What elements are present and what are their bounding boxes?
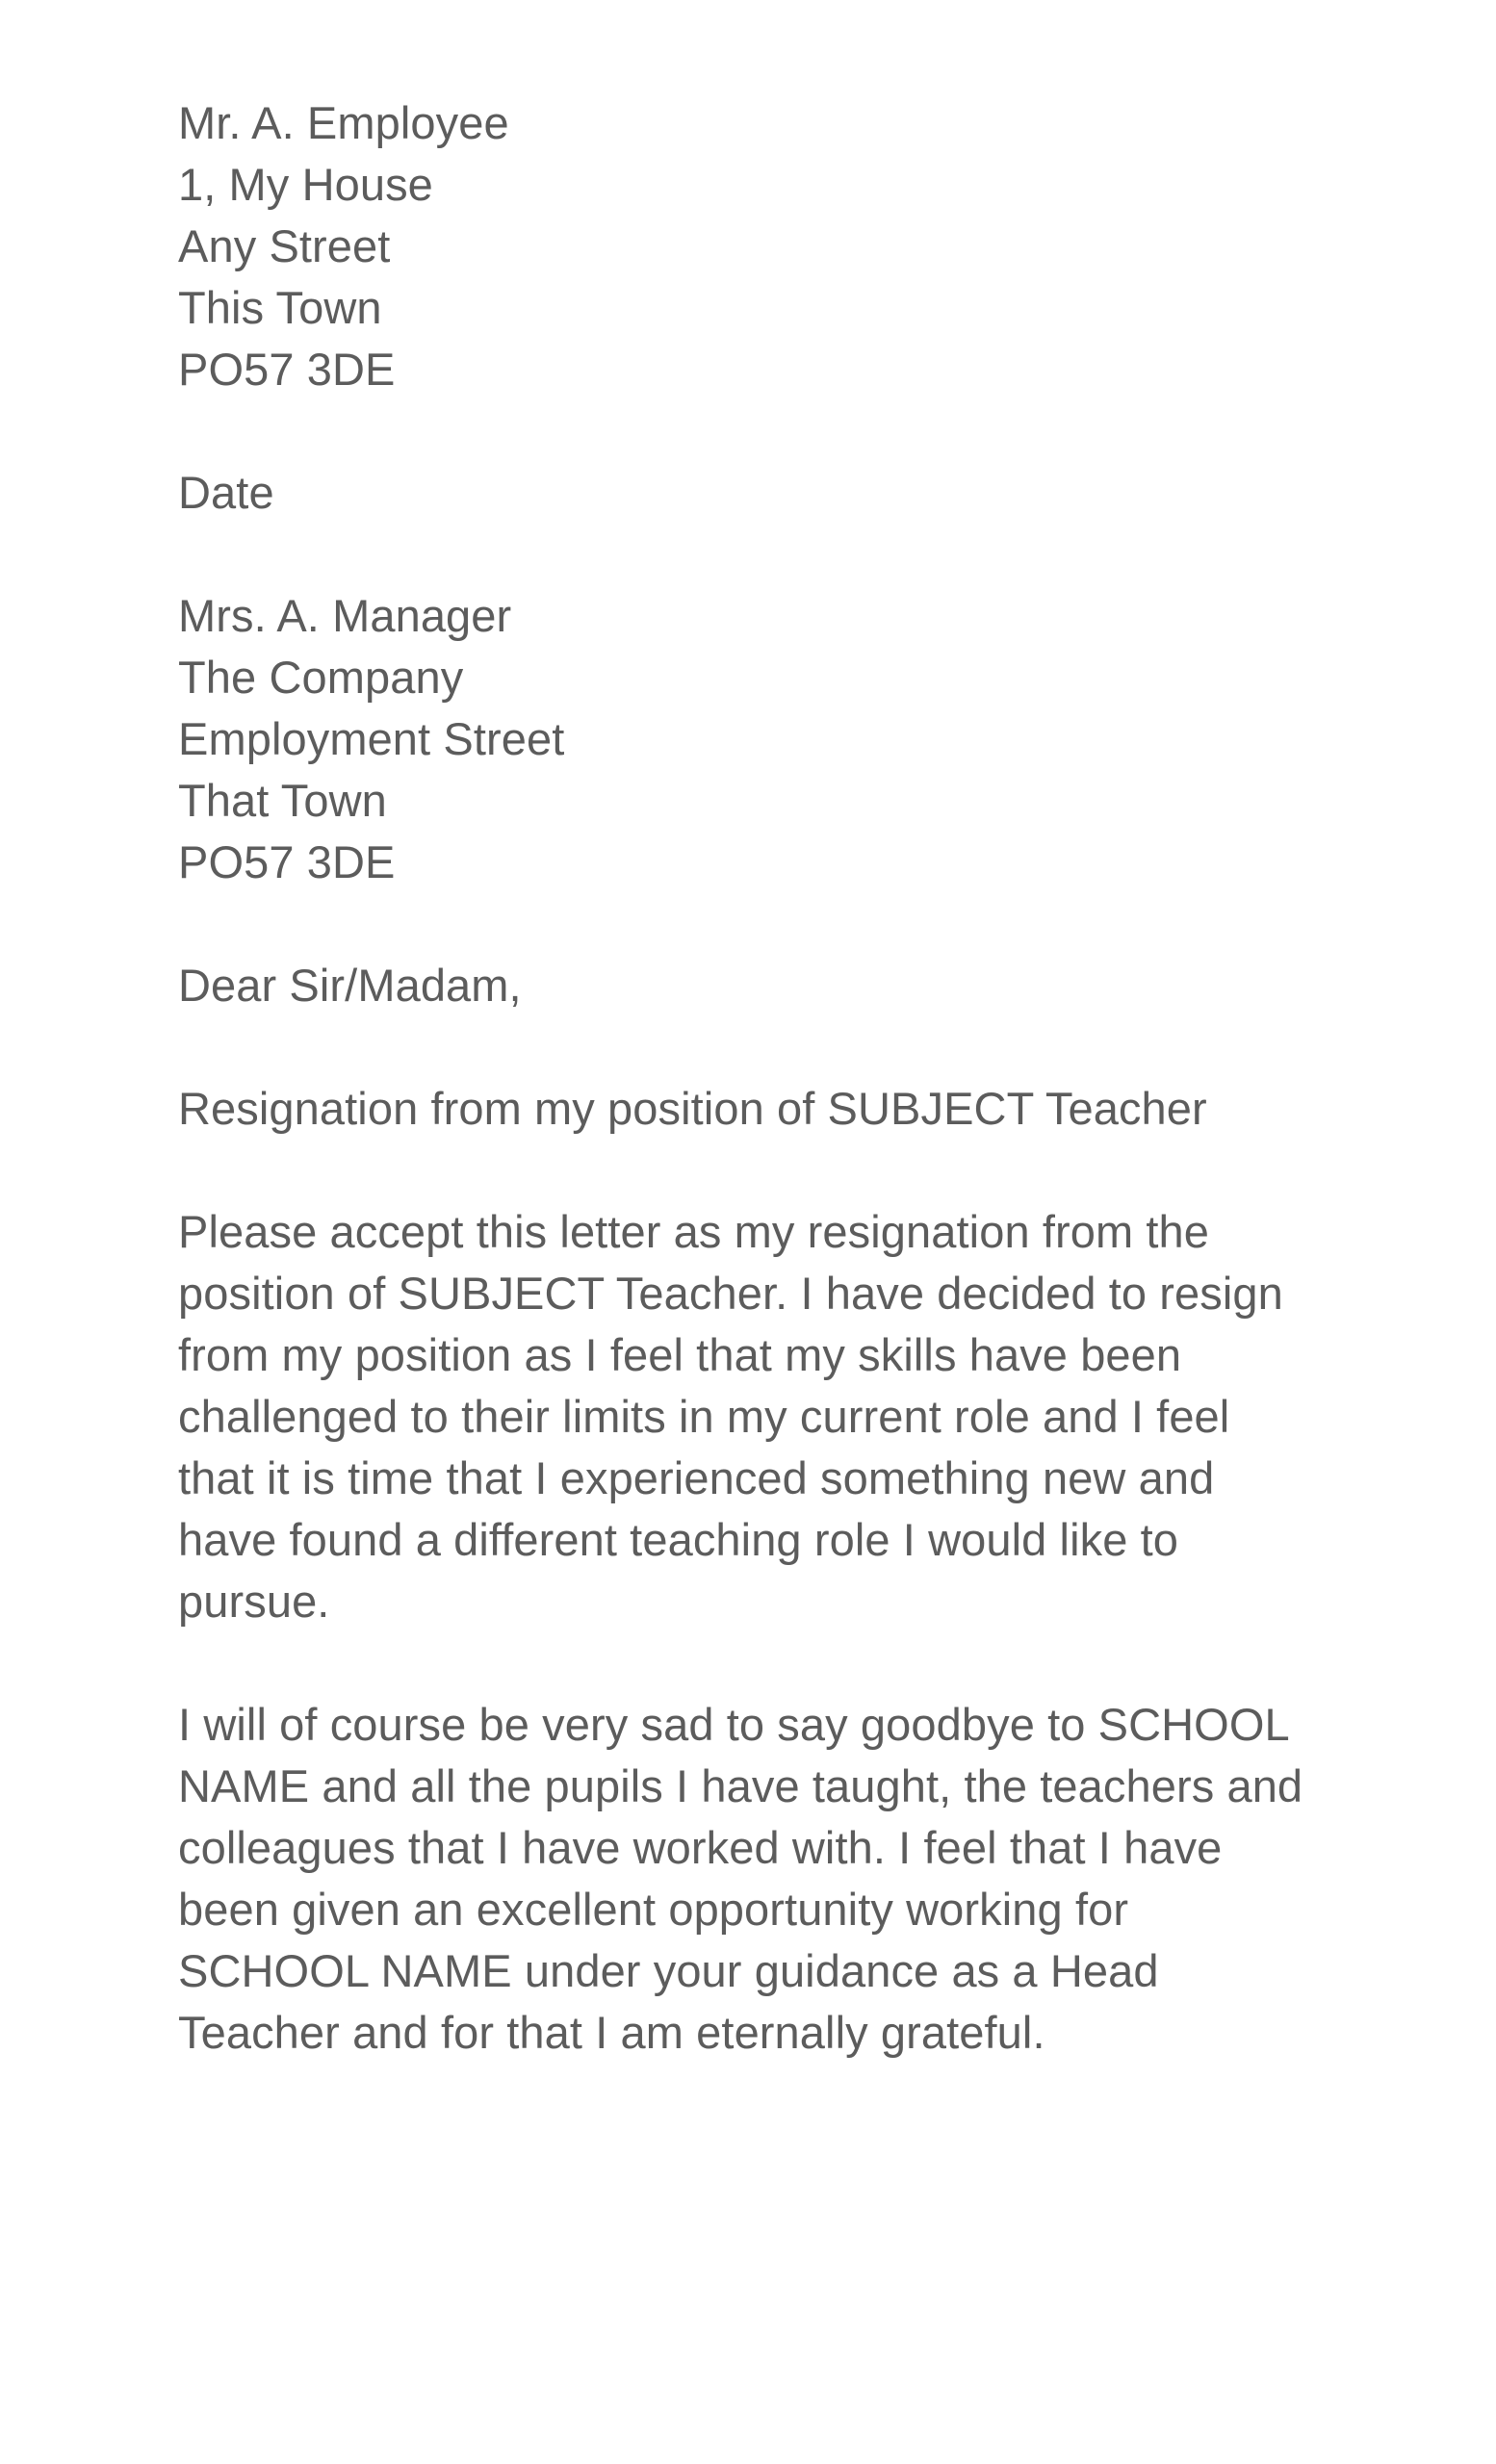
- recipient-company: The Company: [178, 652, 464, 703]
- spacer-after-recipient-address: [178, 893, 1307, 955]
- recipient-town: That Town: [178, 775, 387, 826]
- recipient-name: Mrs. A. Manager: [178, 590, 512, 641]
- sender-address-line-1: 1, My House: [178, 159, 433, 210]
- sender-address-block: [178, 92, 1307, 400]
- spacer-after-subject: [178, 1140, 1307, 1201]
- spacer-between-paragraphs: [178, 1632, 1307, 1694]
- recipient-street: Employment Street: [178, 713, 565, 764]
- spacer-after-salutation: [178, 1016, 1307, 1078]
- subject-heading: Resignation from my position of SUBJECT Teacher: [178, 1083, 1207, 1134]
- salutation-block: [178, 955, 1307, 1016]
- date-placeholder: Date: [178, 467, 274, 518]
- recipient-postcode: PO57 3DE: [178, 836, 396, 887]
- sender-postcode: PO57 3DE: [178, 344, 396, 395]
- spacer-after-date: [178, 524, 1307, 585]
- recipient-address-block: [178, 585, 1307, 893]
- sender-town: This Town: [178, 282, 382, 333]
- body-paragraph-2: I will of course be very sad to say goodbye to SCHOOL NAME and all the pupils I have taught, the teachers and colleagues that I have worked with. I feel that I have been given an excellent opportunity working for SCHOOL NAME under your guidance as a Head Teacher and for that I am eternally grateful.: [178, 1699, 1303, 2058]
- sender-name: Mr. A. Employee: [178, 97, 509, 148]
- sender-address-line-2: Any Street: [178, 220, 391, 271]
- letter-body: [178, 92, 1307, 2064]
- spacer-after-sender-address: [178, 400, 1307, 462]
- body-paragraph-1: Please accept this letter as my resignation from the position of SUBJECT Teacher. I have decided to resign from my position as I feel that my skills have been challenged to their limits in my current role and I feel that it is time that I experienced something new and have found a different teaching role I would like to pursue.: [178, 1206, 1283, 1627]
- date-block: [178, 462, 1307, 524]
- salutation: Dear Sir/Madam,: [178, 960, 522, 1011]
